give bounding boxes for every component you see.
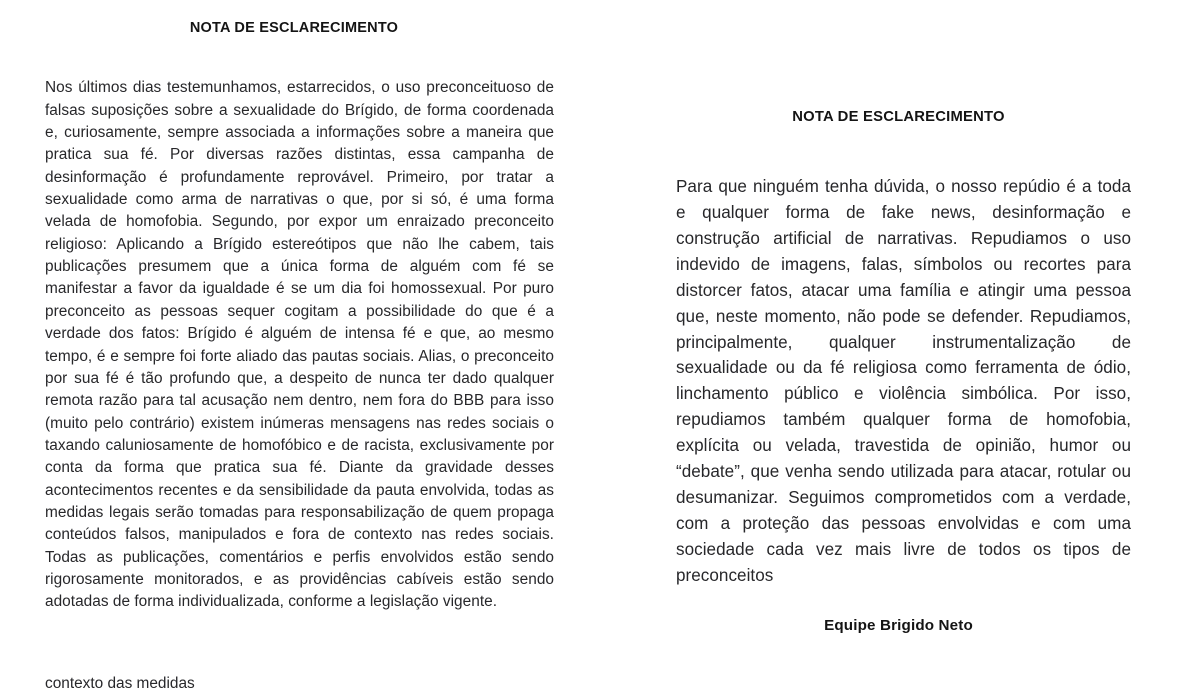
left-statement-panel bbox=[0, 0, 600, 693]
left-statement-paragraph: Nos últimos dias testemunhamos, estarrecidos, o uso preconceituoso de falsas suposições sobre a sexualidade do Brígido, de forma coordenada e, curiosamente, sempre associada a informações sobre a maneira que pratica sua fé. Por diversas razões distintas, essa campanha de desinformação é profundamente reprovável. Primeiro, por tratar a sexualidade como arma de narrativas o que, por si só, é uma forma velada de homofobia. Segundo, por expor um enraizado preconceito religioso: Aplicando a Brígido estereótipos que não lhe cabem, tais publicações presumem que a única forma de alguém com fé se manifestar a favor da igualdade é se um dia foi homossexual. Por puro preconceito as pessoas sequer cogitam a possibilidade do que é a verdade dos fatos: Brígido é alguém de intensa fé e que, ao mesmo tempo, é e sempre foi forte aliado das pautas sociais. Alias, o preconceito por sua fé é tão profundo que, a despeito de nunca ter dado qualquer remota razão para tal acusação nem dentro, nem fora do BBB para isso (muito pelo contrário) existem inúmeras mensagens nas redes sociais o taxando caluniosamente de homofóbico e de racista, exclusivamente por conta da forma que pratica sua fé. Diante da gravidade desses acontecimentos recentes e da sensibilidade da pauta envolvida, todas as medidas legais serão tomadas para responsabilização de quem propaga conteúdos falsos, manipulados e fora de contexto nas redes sociais. Todas as publicações, comentários e perfis envolvidos estão sendo rigorosamente monitorados, e as providências cabíveis estão sendo adotadas de forma individualizada, conforme a legislação vigente. bbox=[45, 79, 554, 611]
right-statement-panel bbox=[600, 0, 1200, 675]
right-statement-paragraph: Para que ninguém tenha dúvida, o nosso repúdio é a toda e qualquer forma de fake news, desinformação e construção artificial de narrativas. Repudiamos o uso indevido de imagens, falas, símbolos ou recortes para distorcer fatos, atacar uma família e atingir uma pessoa que, neste momento, não pode se defender. Repudiamos, principalmente, qualquer instrumentalização de sexualidade ou da fé religiosa como ferramenta de ódio, linchamento público e violência simbólica. Por isso, repudiamos também qualquer forma de homofobia, explícita ou velada, travestida de opinião, humor ou “debate”, que venha sendo utilizada para atacar, rotular ou desumanizar. Seguimos comprometidos com a verdade, com a proteção das pessoas envolvidas e com uma sociedade cada vez mais livre de todos os tipos de preconceitos bbox=[676, 177, 1131, 585]
statement-signature: Equipe Brigido Neto bbox=[824, 617, 973, 634]
left-page-title: NOTA DE ESCLARECIMENTO bbox=[189, 19, 399, 36]
left-statement-clipped-line: contexto das medidas bbox=[45, 675, 195, 693]
right-page-title: NOTA DE ESCLARECIMENTO bbox=[792, 108, 1005, 125]
